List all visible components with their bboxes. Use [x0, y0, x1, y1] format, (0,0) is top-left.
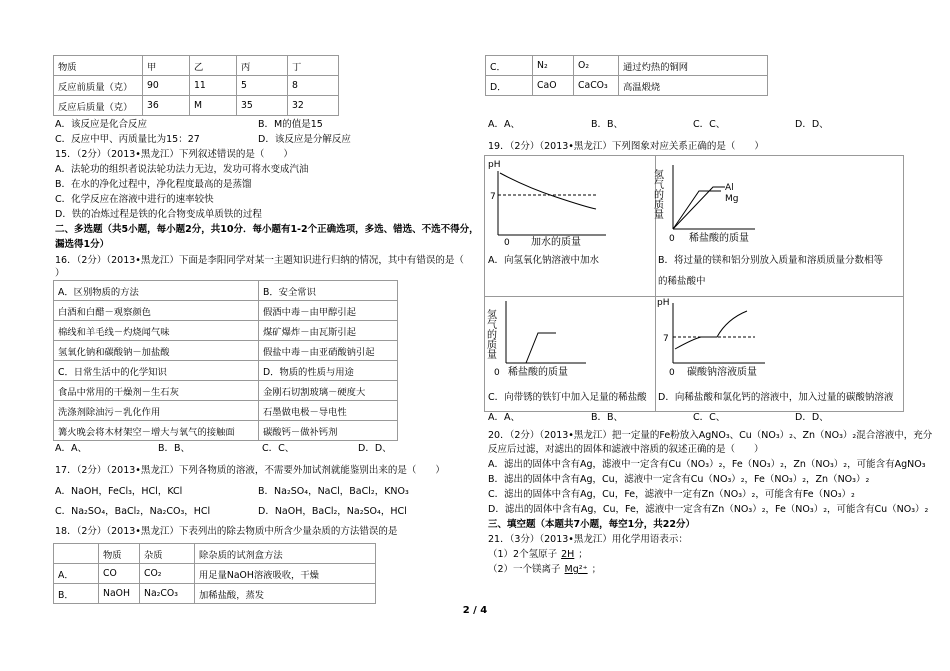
- q19-caption-d: D．向稀盐酸和氯化钙的溶液中，加入过量的碳酸钠溶液: [658, 392, 894, 403]
- q18-table-cont-cell: O₂: [574, 56, 619, 76]
- graph-a-xlabel: 加水的质量: [531, 237, 581, 248]
- graph-d-zero: 0: [669, 368, 675, 378]
- q18-table-cell: A．: [54, 564, 99, 584]
- graph-c-ylabel: 氢气的质量: [484, 309, 496, 359]
- q14-table-cell: 丙: [237, 56, 288, 76]
- graph-a-seven: 7: [490, 192, 496, 202]
- q18-option-a: A．A、: [488, 119, 520, 130]
- q16-table-row: [54, 361, 398, 381]
- q14-table-cell: 35: [237, 96, 288, 116]
- q18-table-cont: [485, 55, 768, 96]
- q18-table-cont-cell: CaCO₃: [574, 76, 619, 96]
- q20-stem-cont: 反应后过滤，对滤出的固体和滤液中溶质的叙述正确的是（ ）: [488, 444, 764, 455]
- q19-graph-a: [486, 157, 626, 247]
- q16-table-row: [54, 341, 398, 361]
- q14-table-cell: 32: [288, 96, 339, 116]
- q18-option-c: C．C、: [693, 119, 726, 130]
- q17-option-b: B．Na₂SO₄，NaCl，BaCl₂，KNO₃: [258, 486, 409, 497]
- q14-option-a: A．该反应是化合反应: [55, 119, 147, 130]
- graph-d-seven: 7: [663, 334, 669, 344]
- graph-b-ylabel: 氢气的质量: [651, 169, 663, 219]
- q16-table-cell: 白酒和白醋－观察颜色: [54, 301, 259, 321]
- q19-caption-c: C．向带锈的铁钉中加入足量的稀盐酸: [488, 392, 647, 403]
- q18-table-cont-cell: C．: [486, 56, 533, 76]
- q19-caption-b-cont: 的稀盐酸中: [658, 276, 706, 287]
- q16-option-a: A．A、: [55, 443, 87, 454]
- q18-table-cell: 除杂质的试剂盒方法: [195, 544, 376, 564]
- q20-option-d: D．滤出的固体中含有Ag，Cu，Fe，滤液中一定含有Zn（NO₃）₂，Fe（NO₃）₂，可能含有Cu（NO₃）₂: [488, 504, 929, 515]
- q17-stem: 17．（2分）（2013•黑龙江）下列各物质的溶液，不需要外加试剂就能鉴别出来的是（ ）: [55, 465, 445, 476]
- q18-table-cont-row: [486, 76, 768, 96]
- q14-table: [53, 55, 339, 116]
- q20-option-b: B．滤出的固体中含有Ag，Cu，滤液中一定含有Cu（NO₃）₂，Fe（NO₃）₂，Zn（NO₃）₂: [488, 474, 870, 485]
- q17-option-d: D．NaOH，BaCl₂，Na₂SO₄，HCl: [258, 506, 407, 517]
- q16-table-row: [54, 301, 398, 321]
- q18-table-cont-cell: 高温煅烧: [619, 76, 768, 96]
- q18-table-row: [54, 544, 376, 564]
- graph-d-ylabel: pH: [657, 298, 670, 308]
- graph-b-mg: Mg: [725, 194, 739, 204]
- q14-table-row: [54, 56, 339, 76]
- q14-table-row: [54, 96, 339, 116]
- q18-table-cell: 杂质: [140, 544, 195, 564]
- q16-table-cell: 假酒中毒－由甲醇引起: [259, 301, 398, 321]
- q14-table-cell: 8: [288, 76, 339, 96]
- q20-option-a: A．滤出的固体中含有Ag，滤液中一定含有Cu（NO₃）₂，Fe（NO₃）₂，Zn（NO₃）₂，可能含有AgNO₃: [488, 459, 926, 470]
- q14-table-cell: 反应前质量（克）: [54, 76, 143, 96]
- q19-option-d: D．D、: [795, 412, 829, 423]
- q18-option-b: B．B、: [591, 119, 624, 130]
- q16-table-cell: B．安全常识: [259, 281, 398, 301]
- q16-table-cell: 假盐中毒－由亚硝酸钠引起: [259, 341, 398, 361]
- q14-table-cell: 反应后质量（克）: [54, 96, 143, 116]
- graph-c-xlabel: 稀盐酸的质量: [508, 367, 568, 378]
- q16-table-cell: 食品中常用的干燥剂－生石灰: [54, 381, 259, 401]
- graph-a-zero: 0: [504, 238, 510, 248]
- q15-option-a: A．法轮功的组织者说法轮功法力无边，发功可将水变成汽油: [55, 164, 309, 175]
- section-3-heading: 三、填空题（本题共7小题，每空1分，共22分）: [488, 519, 695, 530]
- graph-b-al: Al: [725, 183, 734, 193]
- section-2-heading-cont: 漏选得1分）: [55, 239, 110, 250]
- q16-table-cell: 石墨做电极－导电性: [259, 401, 398, 421]
- q14-table-cell: M: [190, 96, 237, 116]
- q18-table-cell: CO: [99, 564, 140, 584]
- q19-stem: 19．（2分）（2013•黑龙江）下列图象对应关系正确的是（ ）: [488, 141, 764, 152]
- q19-caption-b: B．将过量的镁和铝分别放入质量和溶质质量分数相等: [658, 255, 884, 266]
- q14-option-b: B．M的值是15: [258, 119, 323, 130]
- q19-graph-c: [486, 297, 626, 379]
- q18-table-cell: 加稀盐酸，蒸发: [195, 584, 376, 604]
- q19-caption-a: A．向氢氧化钠溶液中加水: [488, 255, 599, 266]
- q17-option-a: A．NaOH，FeCl₃，HCl，KCl: [55, 486, 183, 497]
- q16-option-b: B．B、: [158, 443, 191, 454]
- q19-option-c: C．C、: [693, 412, 726, 423]
- graph-a-ylabel: pH: [488, 160, 501, 170]
- q18-table-cell: NaOH: [99, 584, 140, 604]
- q21-part-1: （1）2个氢原子 2H ；: [488, 549, 588, 560]
- q16-table-cell: 煤矿爆炸－由瓦斯引起: [259, 321, 398, 341]
- q16-stem: 16．（2分）（2013•黑龙江）下面是李阳同学对某一主题知识进行归纳的情况，其中有错误的是（: [55, 255, 464, 266]
- graph-b-zero: 0: [669, 234, 675, 244]
- q16-table-row: [54, 281, 398, 301]
- q20-stem: 20．（2分）（2013•黑龙江）把一定量的Fe粉放入AgNO₃、Cu（NO₃）₂、Zn（NO₃）₂混合溶液中，充分: [488, 430, 933, 441]
- q14-table-cell: 甲: [143, 56, 190, 76]
- q18-table-row: [54, 564, 376, 584]
- q16-table-row: [54, 381, 398, 401]
- q16-table-cell: 棉线和羊毛线－灼烧闻气味: [54, 321, 259, 341]
- q16-table-row: [54, 321, 398, 341]
- q15-option-c: C．化学反应在溶液中进行的速率较快: [55, 194, 214, 205]
- section-2-heading: 二、多选题（共5小题，每小题2分，共10分．每小题有1-2个正确选项，多选、错选、不选不得分，: [55, 224, 479, 235]
- q16-option-d: D．D、: [358, 443, 392, 454]
- q14-table-cell: 5: [237, 76, 288, 96]
- q18-table: [53, 543, 376, 604]
- q21-answer-2: Mg²⁺: [564, 564, 588, 575]
- q14-table-cell: 36: [143, 96, 190, 116]
- q16-table: [53, 280, 398, 441]
- q19-option-b: B．B、: [591, 412, 624, 423]
- q14-table-cell: 物质: [54, 56, 143, 76]
- q19-graph-d: [655, 297, 795, 379]
- q16-stem-cont: ）: [55, 268, 65, 279]
- q14-table-cell: 90: [143, 76, 190, 96]
- q16-table-cell: 碳酸钙－做补钙剂: [259, 421, 398, 441]
- q18-option-d: D．D、: [795, 119, 829, 130]
- q16-table-cell: 金刚石切割玻璃－硬度大: [259, 381, 398, 401]
- q18-table-cell: [54, 544, 99, 564]
- q14-table-cell: 乙: [190, 56, 237, 76]
- q16-table-cell: 篝火晚会将木材架空－增大与氧气的接触面: [54, 421, 259, 441]
- q16-table-row: [54, 401, 398, 421]
- q18-stem: 18．（2分）（2013•黑龙江）下表列出的除去物质中所含少量杂质的方法错误的是: [55, 526, 398, 537]
- q18-table-cont-cell: D．: [486, 76, 533, 96]
- q21-part-2: （2）一个镁离子 Mg²⁺ ；: [488, 564, 602, 575]
- q14-option-c: C．反应中甲、丙质量比为15：27: [55, 134, 200, 145]
- q18-table-cell: 物质: [99, 544, 140, 564]
- q14-option-d: D．该反应是分解反应: [258, 134, 351, 145]
- q15-stem: 15．（2分）（2013•黑龙江）下列叙述错误的是（ ）: [55, 149, 293, 160]
- q16-table-cell: C．日常生活中的化学知识: [54, 361, 259, 381]
- q21-answer-1: 2H: [561, 549, 575, 560]
- q16-option-c: C．C、: [262, 443, 295, 454]
- q18-table-cont-cell: CaO: [533, 76, 574, 96]
- q21-part-1-label: （1）2个氢原子: [488, 549, 558, 560]
- q14-table-cell: 丁: [288, 56, 339, 76]
- q15-option-d: D．铁的冶炼过程是铁的化合物变成单质铁的过程: [55, 209, 262, 220]
- q19-graph-b: [651, 157, 795, 247]
- q16-table-cell: D．物质的性质与用途: [259, 361, 398, 381]
- q18-table-cell: 用足量NaOH溶液吸收，干燥: [195, 564, 376, 584]
- q18-table-row: [54, 584, 376, 604]
- q16-table-cell: 洗涤剂除油污－乳化作用: [54, 401, 259, 421]
- q17-option-c: C．Na₂SO₄，BaCl₂，Na₂CO₃，HCl: [55, 506, 211, 517]
- q16-table-cell: 氢氧化钠和碳酸钠－加盐酸: [54, 341, 259, 361]
- q14-table-cell: 11: [190, 76, 237, 96]
- graph-b-xlabel: 稀盐酸的质量: [689, 233, 749, 244]
- q18-table-cont-cell: 通过灼热的铜网: [619, 56, 768, 76]
- q16-table-row: [54, 421, 398, 441]
- q18-table-cont-row: [486, 56, 768, 76]
- q18-table-cell: Na₂CO₃: [140, 584, 195, 604]
- page-number: 2 / 4: [462, 605, 488, 616]
- graph-d-xlabel: 碳酸钠溶液质量: [687, 367, 757, 378]
- q21-stem: 21．（3分）（2013•黑龙江）用化学用语表示：: [488, 534, 688, 545]
- q18-table-cell: B．: [54, 584, 99, 604]
- q21-part-2-label: （2）一个镁离子: [488, 564, 561, 575]
- q14-table-row: [54, 76, 339, 96]
- q15-option-b: B．在水的净化过程中，净化程度最高的是蒸馏: [55, 179, 252, 190]
- q20-option-c: C．滤出的固体中含有Ag，Cu，Fe，滤液中一定有Zn（NO₃）₂，可能含有Fe（NO₃）₂: [488, 489, 855, 500]
- q18-table-cell: CO₂: [140, 564, 195, 584]
- q19-option-a: A．A、: [488, 412, 520, 423]
- q18-table-cont-cell: N₂: [533, 56, 574, 76]
- q16-table-cell: A．区别物质的方法: [54, 281, 259, 301]
- graph-c-zero: 0: [494, 368, 500, 378]
